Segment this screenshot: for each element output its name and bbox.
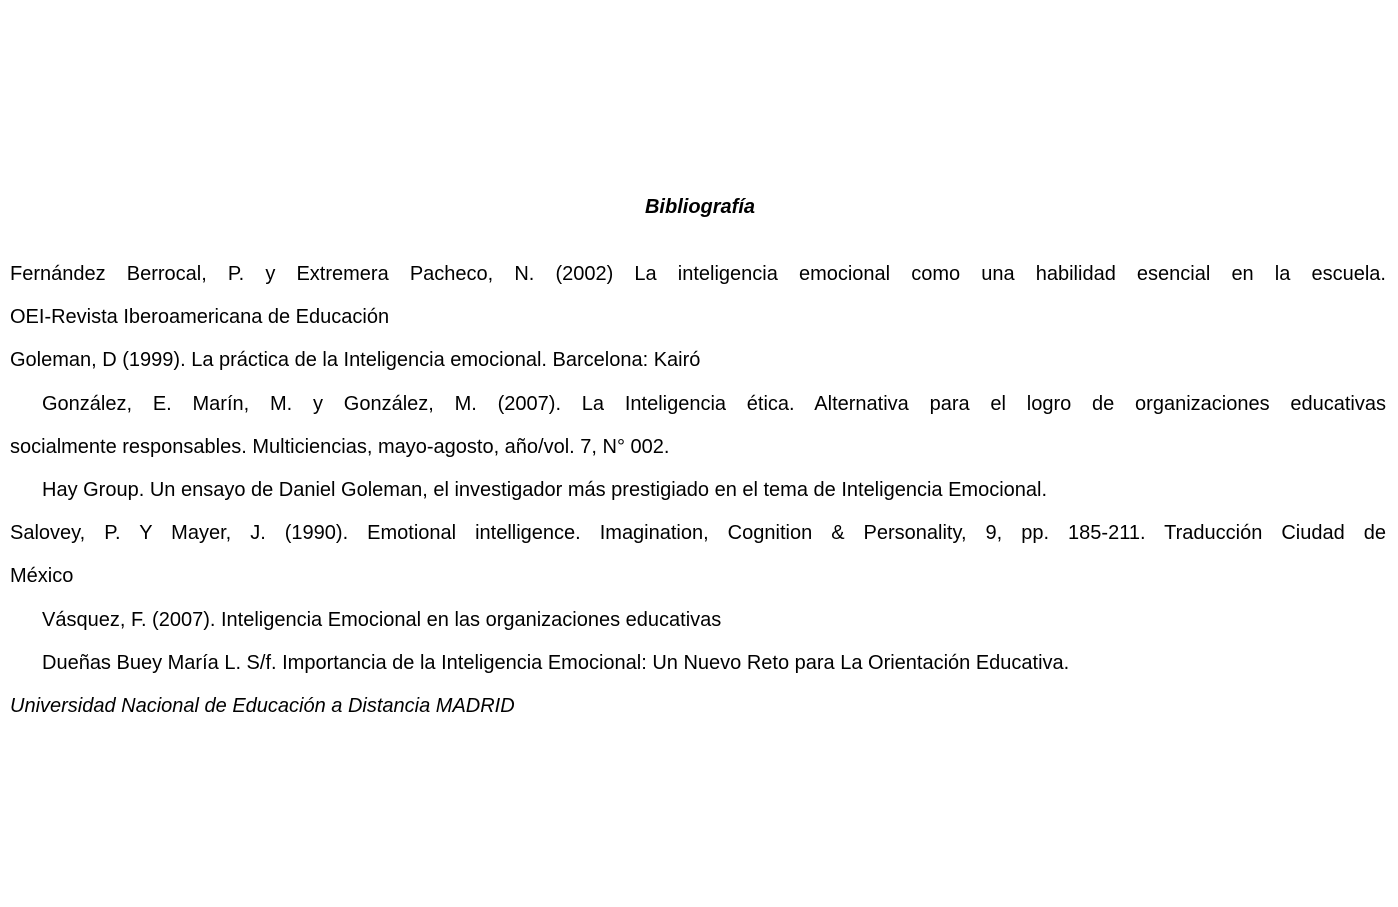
reference-line	[10, 253, 1386, 296]
reference-text: México	[10, 565, 74, 588]
reference-list	[10, 253, 1386, 728]
reference-line	[10, 469, 1386, 512]
reference-text: Dueñas Buey María L. S/f. Importancia de la Inteligencia Emocional: Un Nuevo Reto para La Orientación Educativa.	[42, 651, 1070, 674]
reference-text: Vásquez, F. (2007). Inteligencia Emocional en las organizaciones educativas	[42, 608, 722, 631]
reference-line	[10, 599, 1386, 642]
reference-line	[10, 339, 1386, 382]
reference-line	[10, 685, 1386, 728]
reference-text: Hay Group. Un ensayo de Daniel Goleman, el investigador más prestigiado en el tema de Inteligencia Emocional.	[42, 478, 1047, 501]
reference-text: OEI-Revista Iberoamericana de Educación	[10, 306, 390, 329]
reference-line	[10, 512, 1386, 555]
reference-text: Universidad Nacional de Educación a Distancia MADRID	[10, 694, 515, 717]
reference-line	[10, 296, 1386, 339]
reference-text: socialmente responsables. Multiciencias, mayo-agosto, año/vol. 7, N° 002.	[10, 435, 670, 458]
reference-text: Goleman, D (1999). La práctica de la Inteligencia emocional. Barcelona: Kairó	[10, 349, 701, 372]
reference-line	[10, 383, 1386, 426]
reference-line	[10, 555, 1386, 598]
reference-text: González, E. Marín, M. y González, M. (2007). La Inteligencia ética. Alternativa para el logro de organizaciones educativas	[42, 392, 1386, 415]
reference-text: Fernández Berrocal, P. y Extremera Pacheco, N. (2002) La inteligencia emocional como una habilidad esencial en la escuela.	[10, 263, 1386, 285]
reference-line	[10, 426, 1386, 469]
reference-text: Salovey, P. Y Mayer, J. (1990). Emotional intelligence. Imagination, Cognition & Personality, 9, pp. 185-211. Traducción Ciudad de	[10, 522, 1386, 545]
document-page	[10, 0, 1386, 907]
bibliography-heading: Bibliografía	[644, 196, 755, 218]
reference-line	[10, 642, 1386, 685]
